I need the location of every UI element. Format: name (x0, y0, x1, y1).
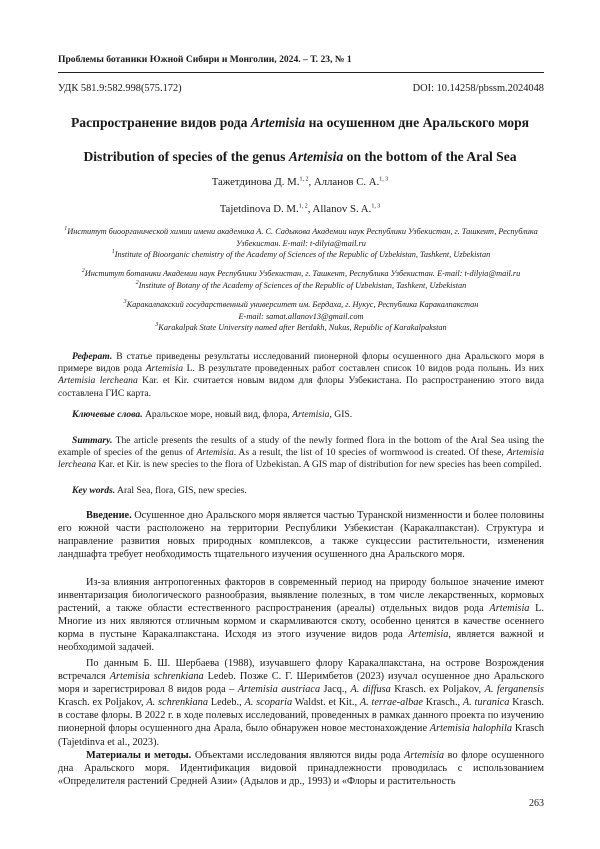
title-genus: Artemisia (288, 149, 344, 164)
abstract-russian: Реферат. В статье приведены результаты исследований пионерной флоры осушенного дна Аральского моря в примере видов рода Artemisia L. В результате проведенных работ составлен список 10 видов рода полынь. Из них Artemisia lercheana Kar. et Kir. считается новым видом для флоры Узбекистана. По распространению этого вида составлена ГИС карта. (58, 351, 544, 399)
title-english: Distribution of species of the genus Artemisia on the bottom of the Aral Sea (83, 149, 517, 164)
header-rule (58, 72, 544, 73)
authors-russian: Тажетдинова Д. М.$^{1, 2}$, Алланов С. А.$^{1, 3}$ (211, 176, 389, 188)
abstract-english: Summary. The article presents the results of a study of the newly formed flora in the bottom of the Aral Sea using the example of species of the genus of Artemisia. As a result, the list of 10 species of wormwood is created. Of these, Artemisia lercheana Kar. et Kir. is new species to the flora of Uzbekistan. A GIS map of distribution for new species has been compiled. (58, 435, 544, 471)
body-paragraph-3: По данным Б. Ш. Шербаева (1988), изучавшего флору Каракалпакстана, на острове Возрождения встречался Artemisia schrenkiana Ledeb. Позже С. Г. Шеримбетов (2023) изучал осушенное дно Аральского моря и зарегистрировал 8 видов рода – Artemisia austriaca Jacq., A. diffusa Krasch. ex Poljakov, A. ferganensis Krasch. ex Poljakov, A. schrenkiana Ledeb., A. scoparia Waldst. et Kit., A. terrae-albae Krasch., A. turanica Krasch. в составе флоры. В 2022 г. в ходе полевых исследований, проведенных в рамках данного проекта по изучению пионерной флоры осушенного дна Арала, было обнаружен новое местонахождение Artemisia halophila Krasch (Tajetdinva et al., 2023). (58, 658, 544, 748)
affiliation-1: $^1$Институт биоорганической химии имени академика А. С. Садыкова Академии наук Республики Узбекистан, г. Ташкент, Республика Узбекистан. E-mail: t-dilyia@mail.ru $^1$Institute of Bioorganic chemistry of the Academy of Sciences of the Republic of Uzbekistan, Tashkent, Uzbekistan (64, 226, 538, 260)
body-paragraph-methods: Материалы и методы. Объектами исследования являются виды рода Artemisia во флоре осушенного дна Аральского моря. Идентификация видовой принадлежности проводилась с использованием «Определителя растений Средней Азии» (Адылов и др., 1993) и «Флоры и растительность (58, 750, 544, 788)
udk-code: УДК 581.9:582.998(575.172) (58, 83, 182, 94)
doi-link[interactable]: DOI: 10.14258/pbssm.2024048 (412, 83, 544, 94)
keywords-english: Key words. Aral Sea, flora, GIS, new species. (72, 485, 247, 496)
keywords-russian: Ключевые слова. Аральское море, новый вид, флора, Artemisia, GIS. (72, 409, 353, 420)
page-number: 263 (529, 798, 544, 809)
affiliation-2: $^2$Институт ботаники Академии наук Республики Узбекистан, г. Ташкент, Республика Узбекистан. E-mail: t-dilyia@mail.ru $^2$Institute of Botany of the Academy of Sciences of the Republic of Uzbekistan, Tashkent, Uzbekistan (81, 268, 521, 290)
affiliation-3: $^3$Каракалпакский государственный университет им. Бердаха, г. Нукус, Республика Каракалпакстан E-mail: samat.allanov13@gmail.com $^3$Karakalpak State University named after Berdakh, Nukus, Republic of Karakalpakstan (123, 299, 479, 333)
journal-header: Проблемы ботаники Южной Сибири и Монголии, 2024. – Т. 23, № 1 (58, 54, 352, 65)
body-paragraph-introduction: Введение. Осушенное дно Аральского моря является частью Туранской низменности и более половины его южной части расположено на территории Республики Узбекистан (Каракалпакстан). Структура и направление развития новых природных комплексов, а также сукцессии растительности, изменения ландшафта требует необходимость тщательного изучения осушенного дна Аральского моря. (58, 510, 544, 561)
title-genus: Artemisia (250, 115, 306, 130)
authors-english: Tajetdinova D. M.$^{1, 2}$, Allanov S. A.$^{1, 3}$ (219, 203, 381, 215)
title-russian: Распространение видов рода Artemisia на осушенном дне Аральского моря (70, 115, 529, 130)
body-paragraph-2: Из-за влияния антропогенных факторов в современный период на природу большое значение имеют инвентаризация биологического разнообразия, выявление полезных, в том числе лекарственных, кормовых растений, а также области естественного распространения (ареалы) отдельных видов рода Artemisia L. Многие из них являются отличным кормом и скармливаются скоту, особенно ценятся в качестве осеннего корма в пустыне Каракалпакстана. Исходя из этого изучение видов рода Artemisia, является важной и необходимой задачей. (58, 577, 544, 654)
